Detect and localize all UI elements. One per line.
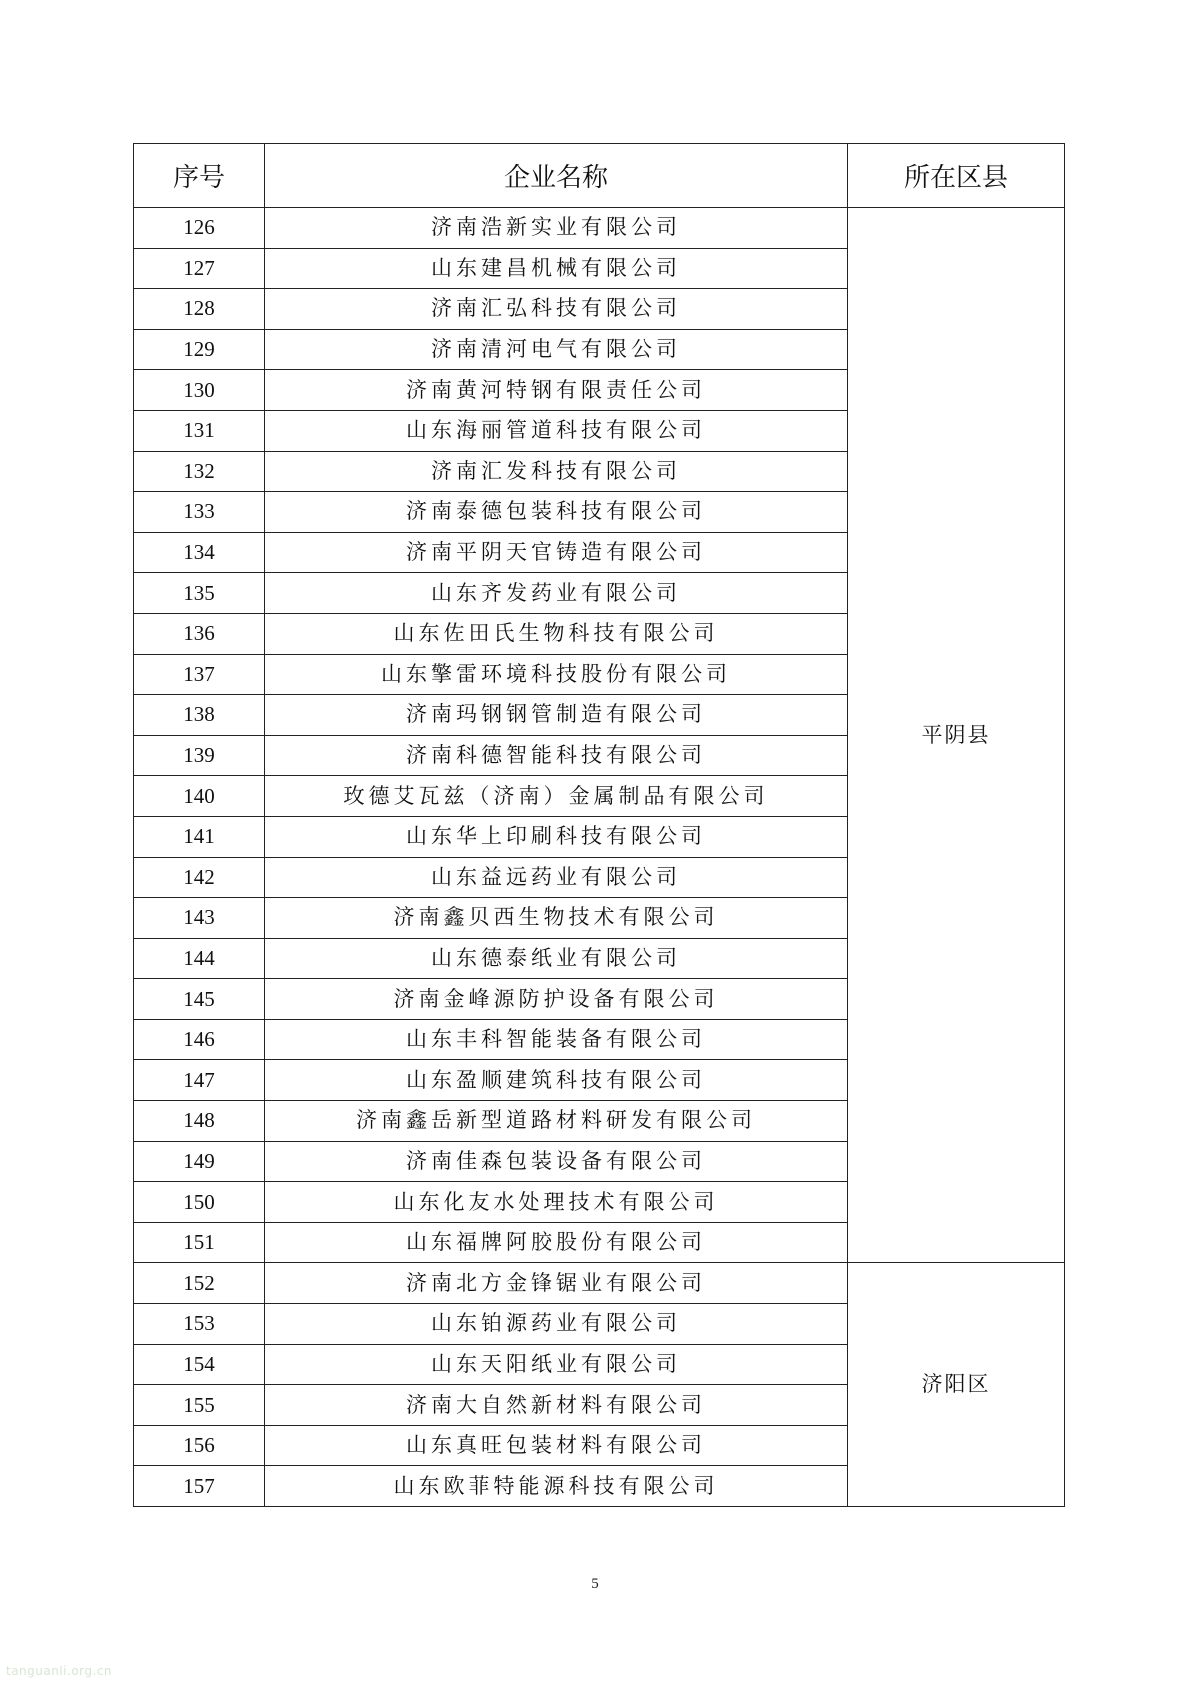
district-cell: 平阴县	[848, 208, 1065, 1263]
enterprise-name-cell: 济南玛钢钢管制造有限公司	[265, 695, 848, 736]
enterprise-name-cell: 济南平阴天官铸造有限公司	[265, 532, 848, 573]
enterprise-name-cell: 山东丰科智能装备有限公司	[265, 1019, 848, 1060]
enterprise-name-cell: 济南北方金锋锯业有限公司	[265, 1263, 848, 1304]
enterprise-name-cell: 山东欧菲特能源科技有限公司	[265, 1466, 848, 1507]
table-row	[134, 208, 1065, 249]
enterprise-name-cell: 济南佳森包装设备有限公司	[265, 1141, 848, 1182]
enterprise-name-cell: 山东盈顺建筑科技有限公司	[265, 1060, 848, 1101]
serial-number-cell: 157	[134, 1466, 265, 1507]
serial-number-cell: 128	[134, 289, 265, 330]
table-row	[134, 1263, 1065, 1304]
enterprise-name-cell: 济南科德智能科技有限公司	[265, 735, 848, 776]
enterprise-name-cell: 山东齐发药业有限公司	[265, 573, 848, 614]
enterprise-name-cell: 济南汇弘科技有限公司	[265, 289, 848, 330]
serial-number-cell: 137	[134, 654, 265, 695]
enterprise-name-cell: 山东擎雷环境科技股份有限公司	[265, 654, 848, 695]
serial-number-cell: 145	[134, 979, 265, 1020]
serial-number-cell: 147	[134, 1060, 265, 1101]
serial-number-cell: 155	[134, 1385, 265, 1426]
serial-number-cell: 131	[134, 410, 265, 451]
enterprise-name-cell: 山东建昌机械有限公司	[265, 248, 848, 289]
serial-number-cell: 149	[134, 1141, 265, 1182]
serial-number-cell: 135	[134, 573, 265, 614]
serial-number-cell: 143	[134, 898, 265, 939]
serial-number-cell: 134	[134, 532, 265, 573]
serial-number-cell: 140	[134, 776, 265, 817]
enterprise-name-cell: 山东德泰纸业有限公司	[265, 938, 848, 979]
serial-number-cell: 150	[134, 1182, 265, 1223]
serial-number-cell: 151	[134, 1222, 265, 1263]
enterprise-name-cell: 山东福牌阿胶股份有限公司	[265, 1222, 848, 1263]
serial-number-cell: 141	[134, 816, 265, 857]
serial-number-cell: 146	[134, 1019, 265, 1060]
serial-number-cell: 130	[134, 370, 265, 411]
enterprise-list-table	[133, 143, 1065, 1507]
enterprise-name-cell: 山东佐田氏生物科技有限公司	[265, 613, 848, 654]
serial-number-cell: 156	[134, 1425, 265, 1466]
enterprise-name-cell: 山东铂源药业有限公司	[265, 1304, 848, 1345]
serial-number-cell: 153	[134, 1304, 265, 1345]
enterprise-name-cell: 济南大自然新材料有限公司	[265, 1385, 848, 1426]
enterprise-name-cell: 济南清河电气有限公司	[265, 329, 848, 370]
enterprise-name-cell: 玫德艾瓦兹（济南）金属制品有限公司	[265, 776, 848, 817]
watermark-text: tanguanli.org.cn	[6, 1664, 113, 1678]
table-body	[134, 208, 1065, 1507]
enterprise-name-cell: 济南汇发科技有限公司	[265, 451, 848, 492]
serial-number-cell: 152	[134, 1263, 265, 1304]
enterprise-name-cell: 山东华上印刷科技有限公司	[265, 816, 848, 857]
serial-number-cell: 126	[134, 208, 265, 249]
serial-number-cell: 154	[134, 1344, 265, 1385]
header-serial-number: 序号	[134, 144, 265, 208]
enterprise-name-cell: 山东海丽管道科技有限公司	[265, 410, 848, 451]
serial-number-cell: 133	[134, 492, 265, 533]
serial-number-cell: 132	[134, 451, 265, 492]
enterprise-name-cell: 山东益远药业有限公司	[265, 857, 848, 898]
table-header-row	[134, 144, 1065, 208]
serial-number-cell: 139	[134, 735, 265, 776]
enterprise-name-cell: 山东化友水处理技术有限公司	[265, 1182, 848, 1223]
header-enterprise-name: 企业名称	[265, 144, 848, 208]
serial-number-cell: 138	[134, 695, 265, 736]
serial-number-cell: 127	[134, 248, 265, 289]
enterprise-name-cell: 济南泰德包装科技有限公司	[265, 492, 848, 533]
serial-number-cell: 144	[134, 938, 265, 979]
header-district: 所在区县	[848, 144, 1065, 208]
enterprise-name-cell: 济南金峰源防护设备有限公司	[265, 979, 848, 1020]
enterprise-name-cell: 济南鑫贝西生物技术有限公司	[265, 898, 848, 939]
serial-number-cell: 129	[134, 329, 265, 370]
enterprise-name-cell: 济南鑫岳新型道路材料研发有限公司	[265, 1101, 848, 1142]
district-cell: 济阳区	[848, 1263, 1065, 1507]
serial-number-cell: 148	[134, 1101, 265, 1142]
enterprise-name-cell: 济南浩新实业有限公司	[265, 208, 848, 249]
enterprise-name-cell: 济南黄河特钢有限责任公司	[265, 370, 848, 411]
enterprise-name-cell: 山东天阳纸业有限公司	[265, 1344, 848, 1385]
enterprise-name-cell: 山东真旺包装材料有限公司	[265, 1425, 848, 1466]
serial-number-cell: 142	[134, 857, 265, 898]
serial-number-cell: 136	[134, 613, 265, 654]
page-number: 5	[591, 1576, 599, 1592]
